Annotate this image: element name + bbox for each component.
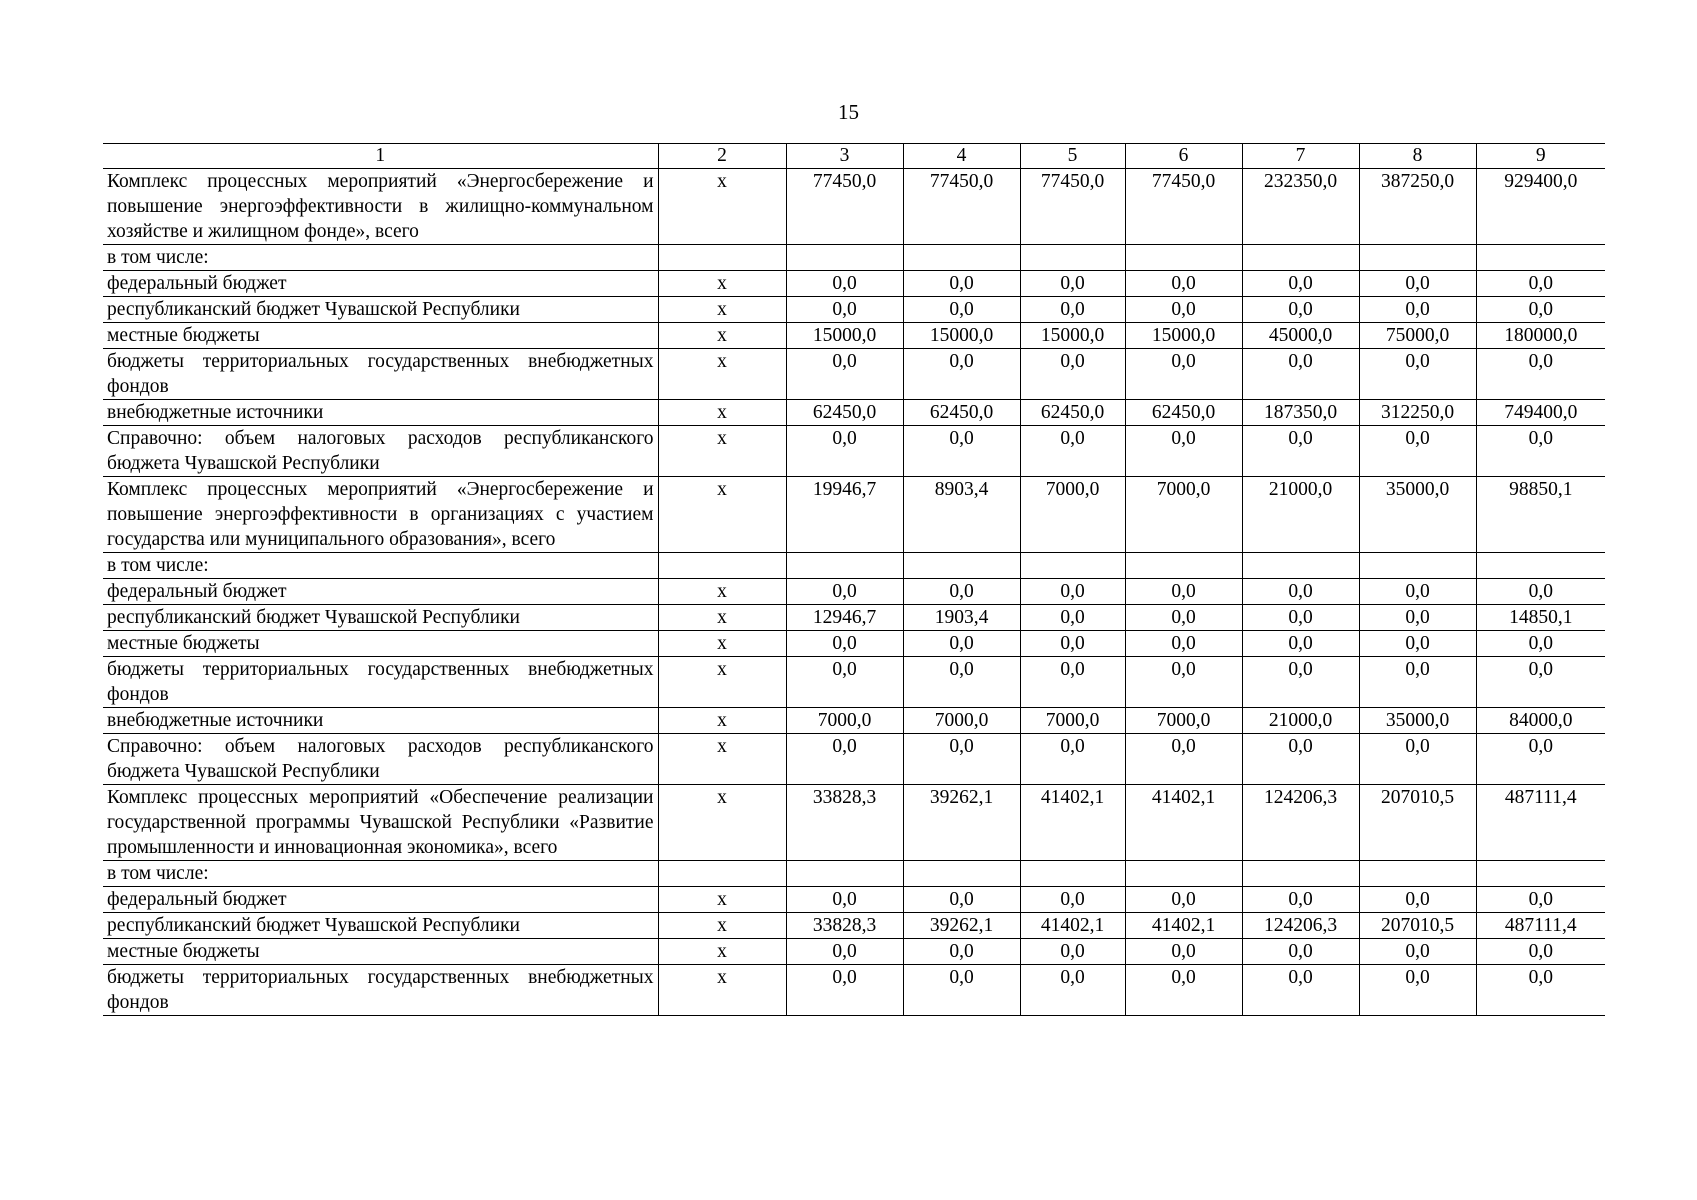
row-subheading: в том числе:: [103, 861, 658, 887]
value-cell: 45000,0: [1242, 323, 1359, 349]
value-cell: 12946,7: [786, 605, 903, 631]
row-marker: x: [658, 426, 786, 477]
row-label: Комплекс процессных мероприятий «Энергосбережение и повышение энергоэффективности в организациях с участием государства или муниципального образования», всего: [103, 477, 658, 553]
row-label: Справочно: объем налоговых расходов республиканского бюджета Чувашской Республики: [103, 734, 658, 785]
value-cell: 77450,0: [786, 169, 903, 245]
table-row: [103, 323, 1605, 349]
value-cell: 180000,0: [1476, 323, 1605, 349]
value-cell: 15000,0: [1020, 323, 1125, 349]
value-cell: [786, 861, 903, 887]
row-label: республиканский бюджет Чувашской Республики: [103, 605, 658, 631]
value-cell: 39262,1: [903, 913, 1020, 939]
value-cell: 0,0: [1359, 657, 1476, 708]
row-marker: x: [658, 657, 786, 708]
value-cell: 0,0: [786, 657, 903, 708]
value-cell: 62450,0: [1020, 400, 1125, 426]
value-cell: 35000,0: [1359, 708, 1476, 734]
row-label: Комплекс процессных мероприятий «Энергосбережение и повышение энергоэффективности в жилищно-коммунальном хозяйстве и жилищном фонде», всего: [103, 169, 658, 245]
header-cell: 7: [1242, 144, 1359, 169]
row-marker: x: [658, 297, 786, 323]
value-cell: 0,0: [903, 579, 1020, 605]
table-row: [103, 605, 1605, 631]
value-cell: 749400,0: [1476, 400, 1605, 426]
value-cell: 0,0: [1125, 887, 1242, 913]
row-label: федеральный бюджет: [103, 579, 658, 605]
value-cell: 187350,0: [1242, 400, 1359, 426]
value-cell: 232350,0: [1242, 169, 1359, 245]
value-cell: 77450,0: [903, 169, 1020, 245]
table-body: [103, 144, 1605, 1016]
value-cell: [1242, 245, 1359, 271]
value-cell: 15000,0: [903, 323, 1020, 349]
value-cell: [1020, 553, 1125, 579]
value-cell: 8903,4: [903, 477, 1020, 553]
value-cell: 21000,0: [1242, 708, 1359, 734]
value-cell: 0,0: [903, 939, 1020, 965]
table-row: [103, 631, 1605, 657]
header-cell: 3: [786, 144, 903, 169]
table-row: [103, 297, 1605, 323]
value-cell: 0,0: [1359, 605, 1476, 631]
value-cell: 0,0: [1125, 631, 1242, 657]
value-cell: [786, 553, 903, 579]
value-cell: [1359, 553, 1476, 579]
value-cell: 0,0: [1020, 605, 1125, 631]
table-row: [103, 785, 1605, 861]
row-marker: x: [658, 323, 786, 349]
value-cell: 0,0: [1242, 349, 1359, 400]
value-cell: 0,0: [1125, 605, 1242, 631]
table-row: [103, 861, 1605, 887]
value-cell: 0,0: [1359, 939, 1476, 965]
row-label: местные бюджеты: [103, 323, 658, 349]
value-cell: 15000,0: [1125, 323, 1242, 349]
value-cell: 0,0: [1476, 965, 1605, 1016]
value-cell: 0,0: [1359, 579, 1476, 605]
value-cell: 0,0: [786, 271, 903, 297]
value-cell: 0,0: [1359, 734, 1476, 785]
value-cell: 14850,1: [1476, 605, 1605, 631]
value-cell: 0,0: [1476, 887, 1605, 913]
row-label: федеральный бюджет: [103, 887, 658, 913]
table-row: [103, 553, 1605, 579]
header-cell: 1: [103, 144, 658, 169]
row-marker: x: [658, 887, 786, 913]
row-marker: [658, 861, 786, 887]
value-cell: 41402,1: [1125, 913, 1242, 939]
value-cell: 0,0: [786, 426, 903, 477]
value-cell: 0,0: [1125, 579, 1242, 605]
value-cell: 0,0: [1020, 657, 1125, 708]
value-cell: 0,0: [1359, 887, 1476, 913]
value-cell: 0,0: [903, 271, 1020, 297]
row-label: республиканский бюджет Чувашской Республики: [103, 297, 658, 323]
value-cell: 0,0: [1242, 887, 1359, 913]
value-cell: [1242, 553, 1359, 579]
value-cell: 929400,0: [1476, 169, 1605, 245]
header-cell: 5: [1020, 144, 1125, 169]
table-row: [103, 400, 1605, 426]
value-cell: 0,0: [786, 631, 903, 657]
value-cell: 39262,1: [903, 785, 1020, 861]
value-cell: 312250,0: [1359, 400, 1476, 426]
value-cell: 7000,0: [1125, 708, 1242, 734]
value-cell: 0,0: [1242, 271, 1359, 297]
row-marker: x: [658, 605, 786, 631]
value-cell: 0,0: [1020, 426, 1125, 477]
row-marker: x: [658, 349, 786, 400]
value-cell: 41402,1: [1020, 785, 1125, 861]
value-cell: 15000,0: [786, 323, 903, 349]
value-cell: [1359, 245, 1476, 271]
value-cell: 0,0: [1359, 631, 1476, 657]
row-marker: [658, 245, 786, 271]
value-cell: 33828,3: [786, 785, 903, 861]
value-cell: 0,0: [1020, 631, 1125, 657]
row-label: федеральный бюджет: [103, 271, 658, 297]
table-row: [103, 734, 1605, 785]
value-cell: 75000,0: [1359, 323, 1476, 349]
page-number: 15: [838, 100, 859, 124]
value-cell: [1020, 861, 1125, 887]
table-row: [103, 477, 1605, 553]
value-cell: 35000,0: [1359, 477, 1476, 553]
value-cell: [903, 861, 1020, 887]
value-cell: 0,0: [1020, 271, 1125, 297]
value-cell: 0,0: [1125, 734, 1242, 785]
value-cell: 0,0: [903, 965, 1020, 1016]
value-cell: 0,0: [786, 297, 903, 323]
value-cell: 0,0: [1125, 965, 1242, 1016]
value-cell: 0,0: [786, 579, 903, 605]
value-cell: 0,0: [1125, 349, 1242, 400]
value-cell: [1476, 553, 1605, 579]
value-cell: 0,0: [1242, 657, 1359, 708]
row-marker: x: [658, 631, 786, 657]
value-cell: 0,0: [1476, 734, 1605, 785]
value-cell: 0,0: [1125, 657, 1242, 708]
value-cell: 62450,0: [903, 400, 1020, 426]
value-cell: [1020, 245, 1125, 271]
value-cell: 0,0: [1476, 426, 1605, 477]
value-cell: 7000,0: [1125, 477, 1242, 553]
value-cell: 7000,0: [1020, 708, 1125, 734]
row-marker: x: [658, 708, 786, 734]
row-label: бюджеты территориальных государственных внебюджетных фондов: [103, 657, 658, 708]
row-marker: x: [658, 734, 786, 785]
table-row: [103, 965, 1605, 1016]
table-row: [103, 271, 1605, 297]
value-cell: 0,0: [1476, 349, 1605, 400]
row-subheading: в том числе:: [103, 245, 658, 271]
value-cell: 41402,1: [1020, 913, 1125, 939]
value-cell: 0,0: [786, 939, 903, 965]
table-row: [103, 657, 1605, 708]
value-cell: 0,0: [903, 734, 1020, 785]
value-cell: 0,0: [786, 734, 903, 785]
budget-table: [103, 143, 1605, 1016]
value-cell: 0,0: [1020, 887, 1125, 913]
value-cell: 33828,3: [786, 913, 903, 939]
value-cell: 0,0: [1125, 271, 1242, 297]
value-cell: 0,0: [1359, 426, 1476, 477]
value-cell: 0,0: [1476, 297, 1605, 323]
value-cell: 124206,3: [1242, 785, 1359, 861]
value-cell: 0,0: [1125, 939, 1242, 965]
value-cell: 0,0: [1242, 939, 1359, 965]
row-label: местные бюджеты: [103, 939, 658, 965]
row-marker: x: [658, 579, 786, 605]
row-subheading: в том числе:: [103, 553, 658, 579]
value-cell: 0,0: [1020, 349, 1125, 400]
value-cell: 21000,0: [1242, 477, 1359, 553]
value-cell: 0,0: [1020, 734, 1125, 785]
value-cell: 0,0: [903, 631, 1020, 657]
value-cell: 0,0: [903, 297, 1020, 323]
row-marker: x: [658, 271, 786, 297]
value-cell: 0,0: [1242, 426, 1359, 477]
value-cell: 7000,0: [1020, 477, 1125, 553]
row-label: внебюджетные источники: [103, 400, 658, 426]
value-cell: 487111,4: [1476, 785, 1605, 861]
row-label: Комплекс процессных мероприятий «Обеспечение реализации государственной программы Чувашской Республики «Развитие промышленности и инновационная экономика», всего: [103, 785, 658, 861]
row-label: Справочно: объем налоговых расходов республиканского бюджета Чувашской Республики: [103, 426, 658, 477]
value-cell: 0,0: [786, 349, 903, 400]
table-row: [103, 708, 1605, 734]
value-cell: 0,0: [903, 887, 1020, 913]
value-cell: 19946,7: [786, 477, 903, 553]
value-cell: 0,0: [1359, 965, 1476, 1016]
value-cell: 0,0: [1125, 426, 1242, 477]
value-cell: 0,0: [903, 349, 1020, 400]
value-cell: 41402,1: [1125, 785, 1242, 861]
value-cell: 0,0: [1476, 657, 1605, 708]
value-cell: 0,0: [1125, 297, 1242, 323]
value-cell: 0,0: [1476, 631, 1605, 657]
value-cell: 84000,0: [1476, 708, 1605, 734]
value-cell: 0,0: [1359, 349, 1476, 400]
row-marker: x: [658, 965, 786, 1016]
value-cell: 0,0: [1242, 605, 1359, 631]
row-label: республиканский бюджет Чувашской Республики: [103, 913, 658, 939]
value-cell: 0,0: [1242, 631, 1359, 657]
value-cell: 7000,0: [786, 708, 903, 734]
value-cell: 0,0: [1242, 297, 1359, 323]
value-cell: 487111,4: [1476, 913, 1605, 939]
row-label: бюджеты территориальных государственных внебюджетных фондов: [103, 965, 658, 1016]
header-cell: 4: [903, 144, 1020, 169]
value-cell: 0,0: [1242, 579, 1359, 605]
row-label: бюджеты территориальных государственных внебюджетных фондов: [103, 349, 658, 400]
value-cell: 387250,0: [1359, 169, 1476, 245]
row-marker: x: [658, 400, 786, 426]
value-cell: 0,0: [1242, 965, 1359, 1016]
table-row: [103, 169, 1605, 245]
value-cell: [903, 553, 1020, 579]
row-marker: x: [658, 169, 786, 245]
value-cell: 0,0: [1020, 297, 1125, 323]
value-cell: 124206,3: [1242, 913, 1359, 939]
table-row: [103, 579, 1605, 605]
value-cell: 0,0: [786, 965, 903, 1016]
value-cell: [1476, 245, 1605, 271]
table-row: [103, 245, 1605, 271]
table-row: [103, 426, 1605, 477]
value-cell: 0,0: [1020, 965, 1125, 1016]
row-marker: x: [658, 939, 786, 965]
row-marker: x: [658, 913, 786, 939]
value-cell: 77450,0: [1125, 169, 1242, 245]
value-cell: 0,0: [903, 657, 1020, 708]
value-cell: 62450,0: [1125, 400, 1242, 426]
value-cell: 0,0: [1476, 579, 1605, 605]
value-cell: 0,0: [1359, 271, 1476, 297]
value-cell: [1476, 861, 1605, 887]
row-marker: x: [658, 477, 786, 553]
value-cell: [1125, 245, 1242, 271]
row-marker: [658, 553, 786, 579]
row-label: местные бюджеты: [103, 631, 658, 657]
value-cell: 62450,0: [786, 400, 903, 426]
table-row: [103, 349, 1605, 400]
value-cell: 77450,0: [1020, 169, 1125, 245]
header-cell: 9: [1476, 144, 1605, 169]
row-marker: x: [658, 785, 786, 861]
table-header-row: [103, 144, 1605, 169]
value-cell: 0,0: [1476, 939, 1605, 965]
value-cell: [1125, 861, 1242, 887]
value-cell: 0,0: [1242, 734, 1359, 785]
value-cell: 207010,5: [1359, 913, 1476, 939]
value-cell: 0,0: [1020, 939, 1125, 965]
value-cell: 0,0: [1476, 271, 1605, 297]
header-cell: 6: [1125, 144, 1242, 169]
row-label: внебюджетные источники: [103, 708, 658, 734]
value-cell: 207010,5: [1359, 785, 1476, 861]
value-cell: [903, 245, 1020, 271]
value-cell: 0,0: [786, 887, 903, 913]
value-cell: 0,0: [1020, 579, 1125, 605]
table-row: [103, 939, 1605, 965]
header-cell: 2: [658, 144, 786, 169]
value-cell: 1903,4: [903, 605, 1020, 631]
value-cell: 98850,1: [1476, 477, 1605, 553]
value-cell: 0,0: [903, 426, 1020, 477]
value-cell: [786, 245, 903, 271]
table-row: [103, 913, 1605, 939]
value-cell: 7000,0: [903, 708, 1020, 734]
value-cell: [1242, 861, 1359, 887]
header-cell: 8: [1359, 144, 1476, 169]
table-row: [103, 887, 1605, 913]
value-cell: [1125, 553, 1242, 579]
value-cell: [1359, 861, 1476, 887]
value-cell: 0,0: [1359, 297, 1476, 323]
